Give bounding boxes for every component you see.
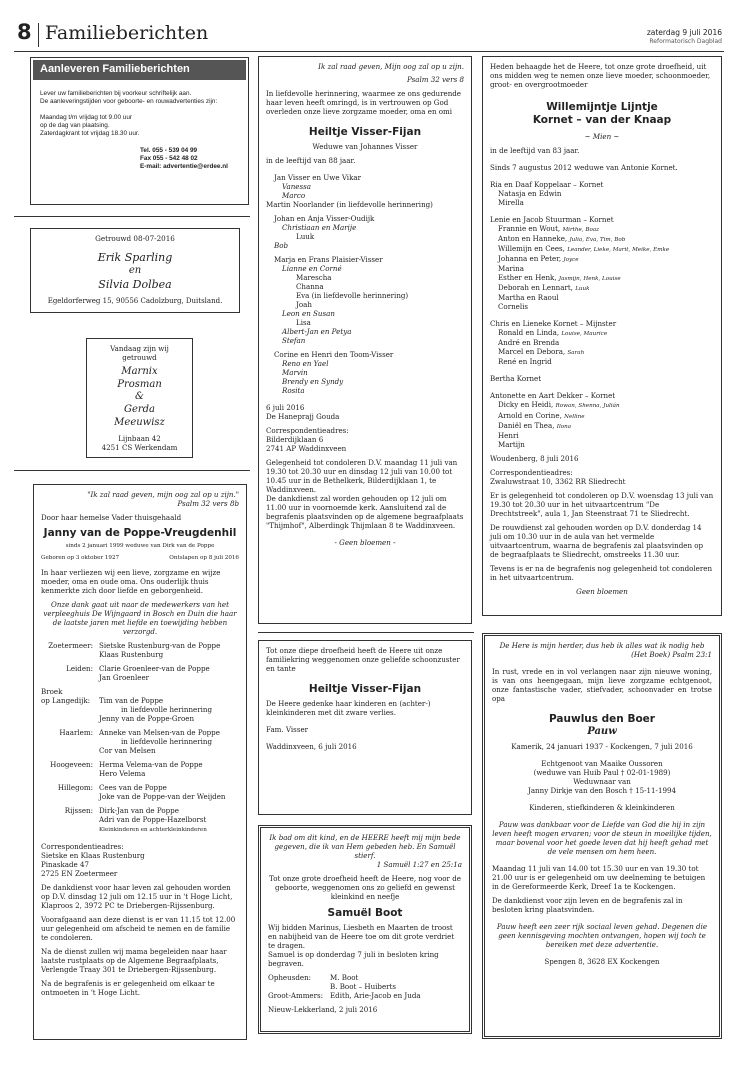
pauw-closing: Pauw heeft een zeer rijk sociaal leven gehad. Degenen die geen kennisgeving mochten ontvangen, hopen wij toch te bereiken met deze advertentie. bbox=[496, 922, 708, 950]
boot-quote: Ik bad om dit kind, en de HEERE heeft mij mijn bede gegeven, die ik van Hem gebeden heb. En Samuël stierf. bbox=[269, 833, 461, 860]
page-number: 8 bbox=[17, 20, 32, 44]
aanleveren-intro2: De aanleveringstijden voor geboorte- en rouwadvertenties zijn: bbox=[40, 98, 218, 106]
vreugdenhil-p3: Na de dienst zullen wij mama begeleiden naar haar laatste rustplaats op de Algemene Begraafplaats, Verlengde Traay 301 te Driebergen-Rijssenburg. bbox=[41, 946, 227, 974]
visser-corr1: Correspondentieadres: bbox=[266, 426, 349, 436]
pauw-nick: Pauw bbox=[587, 726, 617, 738]
visser-closing: - Geen bloemen - bbox=[334, 538, 396, 548]
visser-widow: Weduwe van Johannes Visser bbox=[312, 142, 418, 152]
header-divider bbox=[38, 23, 39, 47]
kornet-intro: Heden behaagde het de Heere, tot onze grote droefheid, uit ons midden weg te nemen onze lieve moeder, schoonmoeder, groot- en overgrootmoeder bbox=[490, 62, 711, 89]
header-rule bbox=[14, 51, 724, 52]
prosman-name4: Meeuwisz bbox=[114, 416, 165, 428]
boot-intro: Tot onze grote droefheid heeft de Heere, nog voor de geboorte, weggenomen ons zo geliefd en gewenst kleinkind en neefje bbox=[269, 874, 461, 901]
family-row: Haarlem: Anneke van Melsen-van de Poppe in liefdevolle herinnering Cor van Melsen bbox=[59, 727, 220, 755]
vreugdenhil-name: Janny van de Poppe-Vreugdenhil bbox=[43, 527, 237, 539]
kornet-name1: Willemijntje Lijntje bbox=[546, 101, 658, 113]
boot-place: Nieuw-Lekkerland, 2 juli 2016 bbox=[268, 1005, 378, 1015]
pauw-notice bbox=[482, 633, 722, 1039]
sparling-en: en bbox=[128, 265, 142, 277]
boot-quote-ref: 1 Samuël 1:27 en 25:1a bbox=[376, 860, 462, 869]
visser-corr2: Bilderdijklaan 6 bbox=[266, 435, 324, 445]
visser-age: in de leeftijd van 88 jaar. bbox=[266, 156, 356, 166]
family-list: Ria en Daaf Koppelaar – Kornet Natasja en Edwin Mirella Lenie en Jacob Stuurman – Kornet Frannie en Wout, Mirthe, Boaz Anton en Hanneke, Julia, Eva, Tim, Bob Willemijn en Cees, Leander, Lieke, Marit, Meike, Emke Johanna en Peter, Joyce Marina Esther en Henk, Jasmijn, Henk, Louise Deborah en Lennart, Luuk Martha en Raoul Cornelis Chris en Lieneke Kornet – Mijnster Ronald en Linda, Louise, Maurice André en Brenda Marcel en Debora, Sarah René en Ingrid Bertha Kornet Antonette en Aart Dekker – Kornet Dicky en Heidi, Rowan, Shenna, Julián Arnold en Corine, Nelline Daniël en Thea, Ilona Henri Martijn bbox=[490, 179, 670, 449]
family-list: Jan Visser en Uwe Vikar Vanessa Marco Martin Noorlander (in liefdevolle herinnering) Johan en Anja Visser-Oudijk Christiaan en Marije Luuk Bob Marja en Frans Plaisier-Visser Lianne en Corné Marescha Channa Eva (in liefdevolle herinnering) Joah Leon en Susan Lisa Albert-Jan en Petya Stefan Corine en Henri den Toom-Visser Reno en Yael Marvin Brendy en Syndy Rosita bbox=[266, 173, 433, 396]
prosman-notice bbox=[86, 338, 193, 458]
visser-p1: Gelegenheid tot condoleren D.V. maandag 11 juli van 19.30 tot 20.30 uur en dinsdag 12 juli van 10.00 tot 10.45 uur in de Bethelkerk, Bilderdijklaan 1, te Waddinxveen. bbox=[266, 458, 458, 495]
family-row: Hoogeveen: Herma Velema-van de Poppe Hero Velema bbox=[50, 759, 203, 778]
separator-rule bbox=[14, 470, 250, 471]
sparling-name1: Erik Sparling bbox=[97, 251, 173, 265]
boot-text2: Samuel is op donderdag 7 juli in besloten kring begraven. bbox=[268, 950, 439, 969]
aanleveren-hours2: op de dag van plaatsing. bbox=[40, 122, 110, 130]
aanleveren-box bbox=[30, 57, 249, 205]
kornet-date: Woudenberg, 8 juli 2016 bbox=[490, 453, 579, 463]
aanleveren-hours3: Zaterdagkrant tot vrijdag 18.30 uur. bbox=[40, 130, 140, 138]
sparling-name2: Silvia Dolbea bbox=[98, 277, 172, 291]
pauw-p1: Maandag 11 juli van 14.00 tot 15.30 uur en van 19.30 tot 21.00 uur is er gelegenheid om uw deelneming te betuigen in de Gereformeerde Kerk, Dreef 1a te Kockengen. bbox=[492, 864, 706, 892]
kornet-since: Sinds 7 augustus 2012 weduwe van Antonie Kornet. bbox=[490, 162, 678, 172]
pauw-name: Pauwlus den Boer bbox=[549, 713, 655, 725]
pauw-kids: Kinderen, stiefkinderen & kleinkinderen bbox=[529, 803, 675, 813]
visser-intro: In liefdevolle herinnering, waarmee ze ons gedurende haar leven heeft omringd, is in vertrouwen op God overleden onze lieve zorgzame moeder, oma en omi bbox=[266, 89, 462, 116]
prosman-head2: getrouwd bbox=[122, 353, 157, 362]
prosman-addr1: Lijnbaan 42 bbox=[118, 434, 161, 444]
aanleveren-title: Aanleveren Familieberichten bbox=[33, 60, 246, 80]
visser-p2: De dankdienst zal worden gehouden op 12 juli om 11.00 uur in voornoemde kerk. Aansluitend zal de begrafenis plaatsvinden op de algemene begraafplaats "Thijmhof", Alberdingk Thijmlaan 8 te Waddinxveen. bbox=[266, 494, 464, 531]
visser2-name: Heiltje Visser-Fijan bbox=[308, 683, 422, 695]
kornet-p1: Er is gelegenheid tot condoleren op D.V. woensdag 13 juli van 19.30 tot 20.30 uur in het uitvaartcentrum "De Drechtstreek", aula 1, Jan Steenstraat 71 te Sliedrecht. bbox=[490, 490, 714, 518]
visser-name: Heiltje Visser-Fijan bbox=[308, 126, 422, 138]
pauw-e1: Echtgenoot van Maaike Oussoren bbox=[541, 759, 663, 769]
family-row: Leiden: Clarie Groenleer-van de Poppe Jan Groenleer bbox=[66, 663, 210, 682]
aanleveren-intro1: Lever uw familieberichten bij voorkeur schriftelijk aan. bbox=[40, 89, 192, 97]
family-row: Groot-Ammers: Edith, Arie-Jacob en Juda bbox=[268, 991, 421, 1001]
visser2-text: De Heere gedenke haar kinderen en (achter-) kleinkinderen met dit zware verlies. bbox=[266, 699, 431, 718]
visser-place: De Haneprajj Gouda bbox=[266, 412, 340, 422]
vreugdenhil-p1: De dankdienst voor haar leven zal gehouden worden op D.V. dinsdag 12 juli om 12.15 uur in 't Hoge Licht, Klaproos 2, 3972 PC te Driebergen-Rijssenburg. bbox=[41, 882, 233, 910]
prosman-name3: Gerda bbox=[123, 404, 156, 416]
family-row: Opheusden: M. Boot B. Boot – Huiberts bbox=[268, 973, 397, 992]
kornet-notice bbox=[482, 56, 722, 616]
aanleveren-hours1: Maandag t/m vrijdag tot 9.00 uur bbox=[40, 114, 133, 122]
boot-text1: Wij bidden Marinus, Liesbeth en Maarten de troost en nabijheid van de Heere toe om dit grote verdriet te dragen. bbox=[268, 923, 455, 951]
vreugdenhil-quote: "Ik zal raad geven, mijn oog zal op u zijn." bbox=[87, 490, 239, 499]
boot-notice bbox=[258, 825, 472, 1034]
kornet-p3: Tevens is er na de begrafenis nog gelegenheid tot condoleren in het uitvaartcentrum. bbox=[490, 563, 713, 582]
family-row: Hillegom: Cees van de Poppe Joke van de Poppe-van der Weijden bbox=[57, 782, 226, 801]
visser2-intro: Tot onze diepe droefheid heeft de Heere uit onze familiekring weggenomen onze geliefde schoonzuster en tante bbox=[266, 646, 460, 673]
vreugdenhil-p2: Voorafgaand aan deze dienst is er van 11.15 tot 12.00 uur gelegenheid om afscheid te nemen en de familie te condoleren. bbox=[41, 914, 236, 942]
section-title: Familieberichten bbox=[45, 22, 209, 44]
pauw-p2: De dankdienst voor zijn leven en de begrafenis zal in besloten kring plaatsvinden. bbox=[492, 896, 683, 915]
pauw-address: Spengen 8, 3628 EX Kockengen bbox=[544, 957, 660, 967]
sparling-notice bbox=[30, 228, 240, 313]
kornet-name2: Kornet – van der Knaap bbox=[532, 114, 672, 127]
kornet-nick: ~ Mien ~ bbox=[584, 131, 620, 141]
vreugdenhil-corr2: Sietske en Klaas Rustenburg bbox=[41, 850, 145, 860]
sparling-head: Getrouwd 08-07-2016 bbox=[95, 234, 175, 243]
boot-name: Samuël Boot bbox=[327, 907, 403, 919]
prosman-name2: Prosman bbox=[117, 378, 162, 390]
visser-quote-ref: Psalm 32 vers 8 bbox=[407, 75, 464, 84]
family-row: Broek op Langedijk: Tim van de Poppe in liefdevolle herinnering Jenny van de Poppe-Groen bbox=[41, 686, 212, 723]
visser-date: 6 juli 2016 bbox=[266, 403, 305, 413]
vreugdenhil-corr1: Correspondentieadres: bbox=[41, 841, 124, 851]
pauw-e3: Weduwnaar van bbox=[573, 777, 631, 787]
page-header bbox=[14, 14, 724, 54]
prosman-head1: Vandaag zijn wij bbox=[110, 344, 169, 353]
pauw-dates: Kamerik, 24 januari 1937 - Kockengen, 7 juli 2016 bbox=[511, 742, 693, 752]
pauw-quote: De Here is mijn herder, dus heb ik alles wat ik nodig heb bbox=[499, 641, 705, 650]
header-paper: Reformatorisch Dagblad bbox=[649, 38, 722, 45]
family-row: Zoetermeer: Sietske Rustenburg-van de Poppe Klaas Rustenburg bbox=[48, 640, 221, 659]
visser2-sign: Fam. Visser bbox=[266, 725, 309, 735]
vreugdenhil-text1: In haar verliezen wij een lieve, zorgzame en wijze moeder, oma en oude oma. Ons ouderlijk thuis kenmerkte zich door liefde en geborgenheid. bbox=[41, 567, 221, 595]
prosman-name1: Marnix bbox=[121, 366, 158, 377]
pauw-e4: Janny Dirkje van den Bosch † 15-11-1994 bbox=[527, 786, 677, 796]
visser2-place: Waddinxveen, 6 juli 2016 bbox=[266, 742, 357, 752]
vreugdenhil-p4: Na de begrafenis is er gelegenheid om elkaar te ontmoeten in 't Hoge Licht. bbox=[41, 978, 215, 997]
pauw-quote-ref: (Het Boek) Psalm 23:1 bbox=[631, 650, 712, 659]
pauw-thanks: Pauw was dankbaar voor de Liefde van God die hij in zijn leven heeft mogen ervaren; voor de steun in moeilijke tijden, maar bovenal voor het goede leven dat hij heeft gehad met de vele mensen om hem heen. bbox=[492, 820, 712, 857]
kornet-p2: De rouwdienst zal gehouden worden op D.V. donderdag 14 juli om 10.30 uur in de aula van het vermelde uitvaartcentrum, waarna de begrafenis zal plaatsvinden op de begraafplaats te Sliedrecht, omstreeks 11.30 uur. bbox=[490, 522, 704, 559]
vreugdenhil-corr3: Pinaskade 47 bbox=[41, 859, 90, 869]
visser-quote: Ik zal raad geven, Mijn oog zal op u zijn. bbox=[318, 62, 464, 71]
vreugdenhil-died: Ontslapen op 8 juli 2016 bbox=[169, 555, 239, 562]
separator-rule bbox=[258, 632, 474, 633]
visser-family-notice bbox=[258, 640, 472, 815]
kornet-closing: Geen bloemen bbox=[576, 586, 628, 596]
aanleveren-tel: Tel. 055 - 539 04 99 bbox=[140, 146, 198, 154]
prosman-amp: & bbox=[135, 391, 144, 403]
vreugdenhil-intro: Door haar hemelse Vader thuisgehaald bbox=[41, 513, 182, 522]
sparling-address: Egeldorferweg 15, 90556 Cadolzburg, Duitsland. bbox=[47, 296, 223, 305]
vreugdenhil-quote-ref: Psalm 32 vers 8b bbox=[177, 499, 239, 508]
vreugdenhil-since: sinds 2 januari 1999 weduwe van Dirk van de Poppe bbox=[65, 543, 215, 550]
vreugdenhil-thanks: Onze dank gaat uit naar de medewerkers van het verpleeghuis De Wijngaard in Bosch en Duin die haar de laatste jaren met liefde en toewijding hebben verzorgd. bbox=[43, 599, 237, 636]
vreugdenhil-corr4: 2725 EN Zoetermeer bbox=[41, 868, 118, 878]
kornet-corr2: Zwaluwstraat 10, 3362 RR Sliedrecht bbox=[490, 476, 626, 486]
visser-corr3: 2741 AP Waddinxveen bbox=[266, 444, 347, 454]
aanleveren-fax: Fax 055 - 542 48 02 bbox=[140, 154, 198, 162]
prosman-addr2: 4251 CS Werkendam bbox=[101, 443, 178, 453]
kornet-corr1: Correspondentieadres: bbox=[490, 467, 573, 477]
separator-rule bbox=[14, 216, 250, 217]
pauw-intro: In rust, vrede en in vol verlangen naar zijn nieuwe woning, is van ons heengegaan, mijn lieve zorgzame echtgenoot, onze fantastische vader, stiefvader, schoonvader en trotse opa bbox=[492, 667, 712, 703]
aanleveren-email[interactable]: E-mail: advertentie@erdee.nl bbox=[140, 162, 228, 170]
vreugdenhil-born: Geboren op 3 oktober 1927 bbox=[41, 555, 120, 562]
pauw-e2: (weduwe van Huib Paul † 02-01-1989) bbox=[533, 768, 671, 778]
vreugdenhil-notice bbox=[33, 484, 247, 1040]
header-date: zaterdag 9 juli 2016 bbox=[646, 28, 722, 37]
kornet-age: in de leeftijd van 83 jaar. bbox=[490, 145, 580, 155]
family-row: Rijssen: Dirk-Jan van de Poppe Adri van de Poppe-Hazelborst Kleinkinderen en achterkleinkinderen bbox=[64, 805, 207, 833]
visser-notice bbox=[258, 56, 472, 624]
